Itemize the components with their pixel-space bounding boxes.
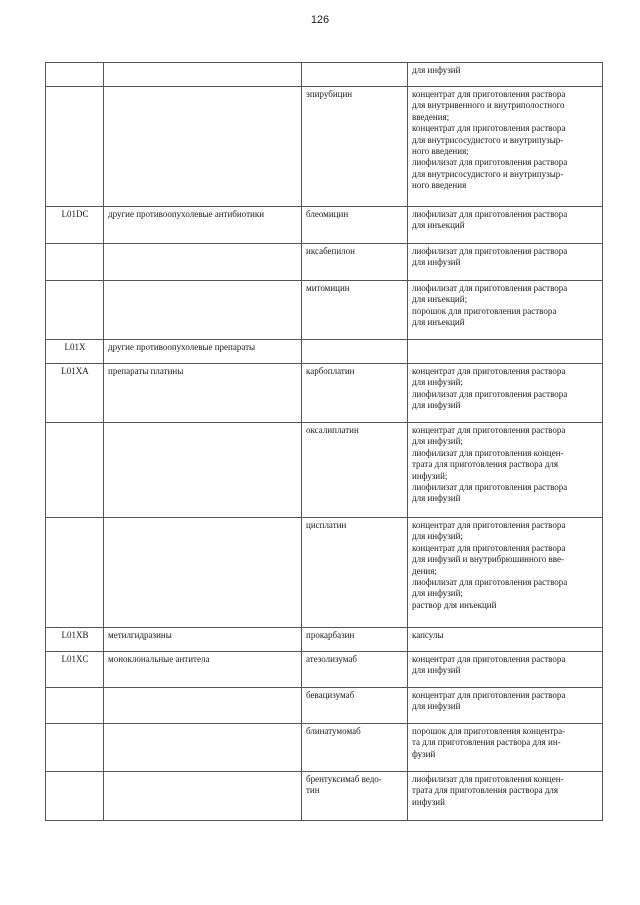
dosage-form-cell: лиофилизат для приготовления раствора для инъекций; порошок для приготовления раствора для инъекций [408,281,603,340]
dosage-form-cell: для инфузий [408,63,603,87]
drug-cell: иксабепилон [302,244,408,281]
drug-cell: карбоплатин [302,364,408,423]
atc-code-cell [46,87,104,207]
drug-cell: блинатумомаб [302,724,408,772]
group-cell: другие противоопухолевые препараты [104,340,302,364]
group-cell [104,244,302,281]
group-cell [104,87,302,207]
dosage-form-cell: концентрат для приготовления раствора для инфузий [408,688,603,724]
table-row [46,772,603,821]
table-row [46,63,603,87]
group-cell [104,688,302,724]
drug-cell: эпирубицин [302,87,408,207]
dosage-form-cell: концентрат для приготовления раствора для инфузий; лиофилизат для приготовления раствора для инфузий [408,364,603,423]
table-row [46,281,603,340]
drug-cell: цисплатин [302,518,408,628]
dosage-form-cell: лиофилизат для приготовления раствора для инфузий [408,244,603,281]
group-cell: моноклональные антитела [104,652,302,688]
group-cell: препараты платины [104,364,302,423]
atc-code-cell: L01XA [46,364,104,423]
atc-code-cell [46,63,104,87]
dosage-form-cell: лиофилизат для приготовления концен- трата для приготовления раствора для инфузий [408,772,603,821]
drug-cell: атезолизумаб [302,652,408,688]
drug-cell [302,63,408,87]
drug-classification-table [45,62,603,821]
table-row [46,518,603,628]
group-cell [104,423,302,518]
table-row [46,688,603,724]
atc-code-cell [46,688,104,724]
table-row [46,724,603,772]
atc-code-cell: L01DC [46,207,104,244]
atc-code-cell [46,724,104,772]
drug-cell [302,340,408,364]
group-cell [104,518,302,628]
table-row [46,340,603,364]
table-row [46,207,603,244]
atc-code-cell [46,772,104,821]
dosage-form-cell [408,340,603,364]
dosage-form-cell: лиофилизат для приготовления раствора для инъекций [408,207,603,244]
group-cell: метилгидразины [104,628,302,652]
table-row [46,423,603,518]
drug-cell: оксалиплатин [302,423,408,518]
group-cell [104,63,302,87]
dosage-form-cell: концентрат для приготовления раствора для внутривенного и внутриполостного введения; концентрат для приготовления раствора для внутрисосудистого и внутрипузыр- ного введения; лиофилизат для приготовления раствора для внутрисосудистого и внутрипузыр- ного введения [408,87,603,207]
atc-code-cell [46,281,104,340]
dosage-form-cell: концентрат для приготовления раствора для инфузий; лиофилизат для приготовления концен- трата для приготовления раствора для инфузий; лиофилизат для приготовления раствора для инфузий [408,423,603,518]
table-row [46,244,603,281]
atc-code-cell [46,518,104,628]
group-cell [104,724,302,772]
drug-cell: прокарбазин [302,628,408,652]
dosage-form-cell: концентрат для приготовления раствора для инфузий [408,652,603,688]
atc-code-cell: L01XC [46,652,104,688]
drug-cell: митомицин [302,281,408,340]
group-cell [104,772,302,821]
drug-cell: бевацизумаб [302,688,408,724]
dosage-form-cell: капсулы [408,628,603,652]
drug-cell: брентуксимаб ведо- тин [302,772,408,821]
table-row [46,364,603,423]
atc-code-cell [46,244,104,281]
drug-cell: блеомицин [302,207,408,244]
atc-code-cell: L01XB [46,628,104,652]
atc-code-cell: L01X [46,340,104,364]
dosage-form-cell: концентрат для приготовления раствора для инфузий; концентрат для приготовления раствора для инфузий и внутрибрюшинного вве- дения; лиофилизат для приготовления раствора для инфузий; раствор для инъекций [408,518,603,628]
table-row [46,87,603,207]
group-cell: другие противоопухолевые антибиотики [104,207,302,244]
table-row [46,652,603,688]
atc-code-cell [46,423,104,518]
page-number: 126 [310,14,330,26]
group-cell [104,281,302,340]
dosage-form-cell: порошок для приготовления концентра- та для приготовления раствора для ин- фузий [408,724,603,772]
table-row [46,628,603,652]
